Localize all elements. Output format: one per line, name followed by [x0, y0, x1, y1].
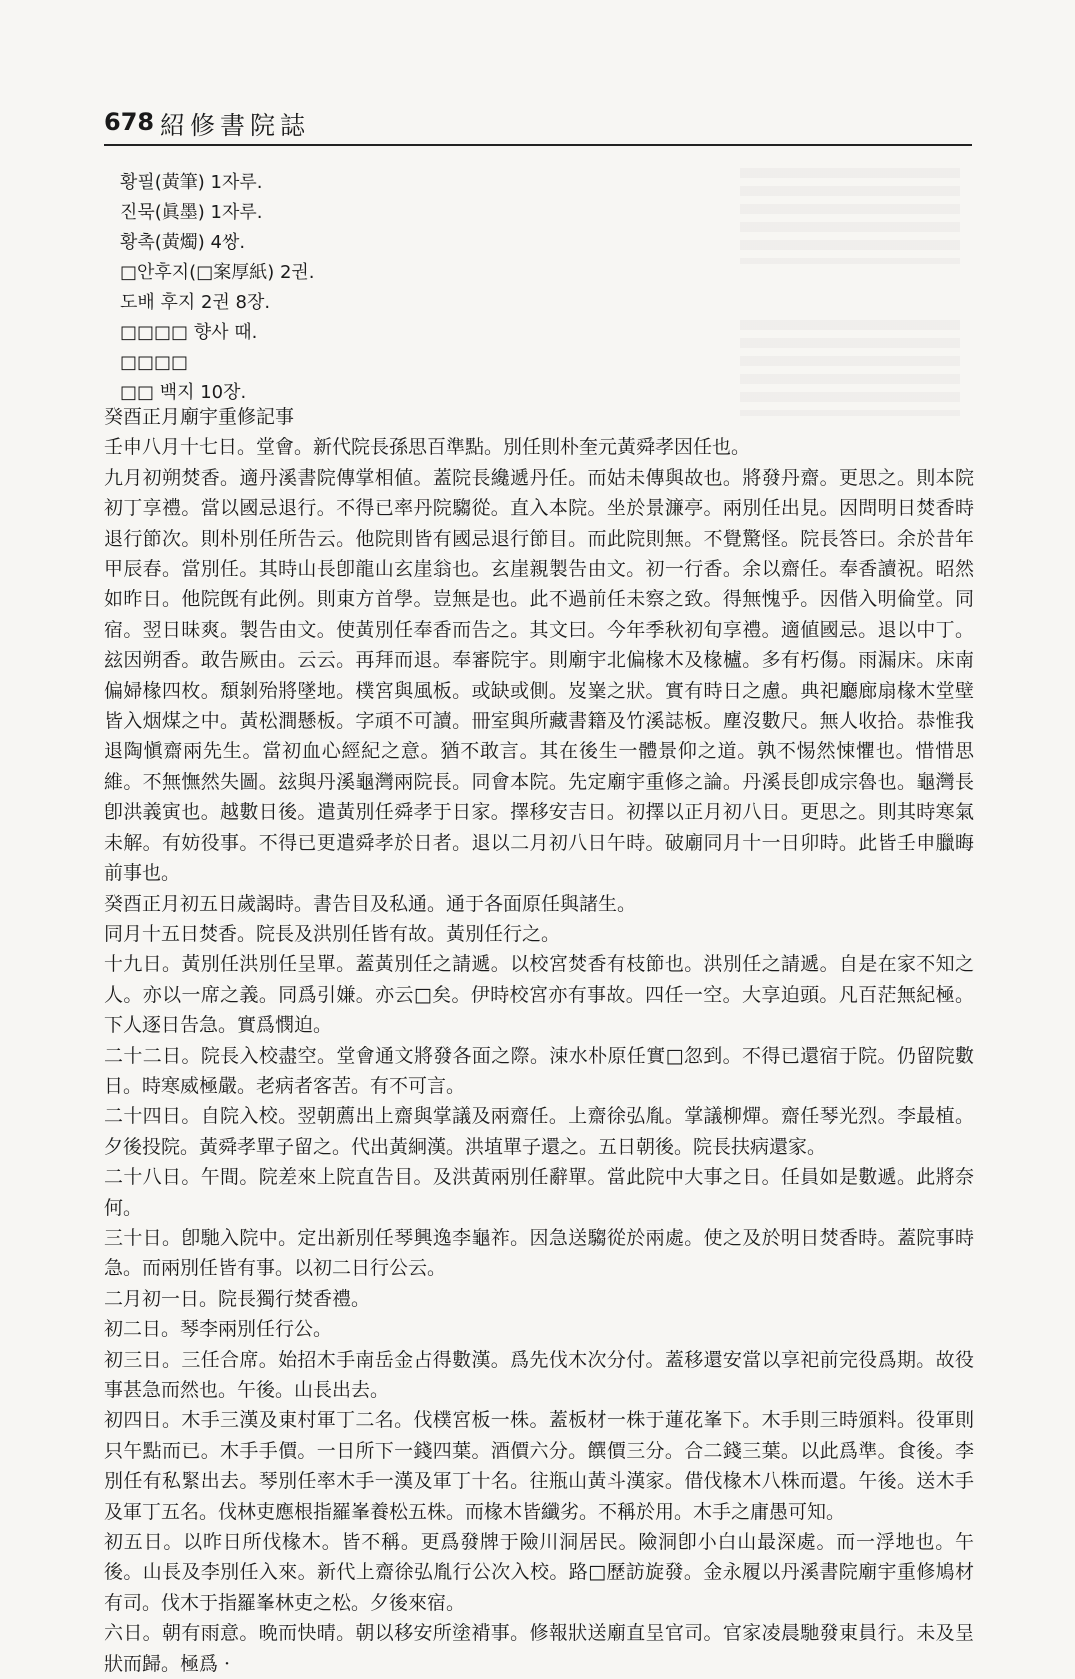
- inventory-item: 황필(黃筆) 1자루.: [120, 172, 263, 193]
- paragraph: 九月初朔焚香。適丹溪書院傳掌相値。蓋院長纔遞丹任。而姑未傳與故也。將發丹齋。更思之。則本院初丁享禮。當以國忌退行。不得已率丹院騶從。直入本院。坐於景濂亭。兩別任出見。因問明日焚香時退行節次。則朴別任所告云。他院則皆有國忌退行節目。而此院則無。不覺驚怪。院長答曰。余於昔年甲辰春。當別任。其時山長卽龍山玄崖翁也。玄崖親製告由文。初一行香。余以齋任。奉香讀祝。昭然如昨日。他院旣有此例。則東方首學。豈無是也。此不過前任未察之致。得無愧乎。因偕入明倫堂。同宿。翌日昧爽。製告由文。使黃別任奉香而告之。其文曰。今年季秋初旬享禮。適値國忌。退以中丁。玆因朔香。敢告厥由。云云。再拜而退。奉審院宇。則廟宇北偏椽木及椽櫨。多有朽傷。雨漏床。床南偏婦椽四枚。頹剝殆將墜地。樸宮與風板。或缺或側。岌嶪之狀。實有時日之慮。典祀廳廊扇椽木堂壁皆入烟煤之中。黃松澗懸板。字頑不可讀。冊室與所藏書籍及竹溪誌板。塵沒數尺。無人收拾。恭惟我退陶愼齋兩先生。當初血心經紀之意。猶不敢言。其在後生一體景仰之道。孰不惕然悚懼也。惜惜思維。不無憮然失圖。玆與丹溪龜灣兩院長。同會本院。先定廟宇重修之論。丹溪長卽成宗魯也。龜灣長卽洪義寅也。越數日後。遣黃別任舜孝于日家。擇移安吉日。初擇以正月初八日。更思之。則其時寒氣未解。有妨役事。不得已更遣舜孝於日者。退以二月初八日午時。破廟同月十一日卯時。此皆壬申臘晦前事也。: [104, 466, 974, 885]
- inventory-item: 도배 후지 2권 8장.: [120, 292, 271, 313]
- inventory-item: 황촉(黃燭) 4쌍.: [120, 232, 246, 253]
- paragraph: 二十八日。午間。院差來上院直告目。及洪黃兩別任辭單。當此院中大事之日。任員如是數遞。此將奈何。: [104, 1166, 974, 1219]
- main-text: [104, 402, 974, 1679]
- paragraph: 二十四日。自院入校。翌朝薦出上齋與掌議及兩齋任。上齋徐弘胤。掌議柳燀。齋任琴光烈。李最植。夕後投院。黃舜孝單子留之。代出黃絅漢。洪埴單子還之。五日朝後。院長扶病還家。: [104, 1105, 974, 1158]
- paragraph: 三十日。卽馳入院中。定出新別任琴興逸李龜祚。因急送騶從於兩處。使之及於明日焚香時。蓋院事時急。而兩別任皆有事。以初二日行公云。: [104, 1226, 974, 1280]
- paragraph: 六日。朝有雨意。晩而快晴。朝以移安所塗褙事。修報狀送廟直呈官司。官家凌晨馳發東員行。未及呈狀而歸。極爲 ·: [104, 1622, 974, 1675]
- paragraph: 癸酉正月初五日歲謁時。書告目及私通。通于各面原任與諸生。: [104, 892, 637, 915]
- inventory-item: □□□□ 향사 때.: [120, 322, 258, 343]
- paragraph: 十九日。黃別任洪別任呈單。蓋黃別任之請遞。以校宮焚香有枝節也。洪別任之請遞。自是在家不知之人。亦以一席之義。同爲引嫌。亦云□矣。伊時校宮亦有事故。四任一空。大享迫頭。凡百茫無紀極。下人逐日告急。實爲憫迫。: [104, 953, 974, 1037]
- section-heading: 癸酉正月廟宇重修記事: [104, 406, 295, 428]
- paragraph: 初五日。以昨日所伐椽木。皆不稱。更爲發牌于險川洞居民。險洞卽小白山最深處。而一浮地也。午後。山長及李別任入來。新代上齋徐弘胤行公次入校。路□歷訪旋發。金永履以丹溪書院廟宇重修鳩材有司。伐木于指羅峯林吏之松。夕後來宿。: [104, 1531, 974, 1614]
- paragraph: 初三日。三任合席。始招木手南岳金占得數漢。爲先伐木次分付。蓋移還安當以享祀前完役爲期。故役事甚急而然也。午後。山長出去。: [104, 1348, 974, 1401]
- inventory-item: □안후지(□案厚紙) 2권.: [120, 262, 315, 283]
- inventory-item: 진묵(眞墨) 1자루.: [120, 202, 263, 223]
- inventory-item: □□□□: [120, 352, 189, 373]
- paragraph: 二十二日。院長入校盡空。堂會通文將發各面之際。涑水朴原任實□忽到。不得已還宿于院。仍留院數日。時寒威極嚴。老病者客苦。有不可言。: [104, 1044, 974, 1097]
- paragraph: 二月初一日。院長獨行焚香禮。: [104, 1287, 371, 1310]
- page-header: [104, 104, 972, 146]
- page-number: 678: [104, 108, 155, 136]
- paragraph: 壬申八月十七日。堂會。新代院長孫思百準點。別任則朴奎元黃舜孝因任也。: [104, 436, 751, 459]
- paragraph: 初四日。木手三漢及東村軍丁二名。伐樸宮板一株。蓋板材一株于蓮花峯下。木手則三時頒料。役軍則只午點而已。木手手價。一日所下一錢四葉。酒價六分。饌價三分。合二錢三葉。以此爲準。食後。李別任有私緊出去。琴別任率木手一漢及軍丁十名。往瓶山黃斗漢家。借伐椽木八株而還。午後。送木手及軍丁五名。伐林吏應根指羅峯養松五株。而椽木皆纖劣。不稱於用。木手之庸愚可知。: [104, 1409, 974, 1523]
- paragraph: 初二日。琴李兩別任行公。: [104, 1318, 333, 1341]
- bleed-through-top: [740, 168, 960, 264]
- book-title: 紹修書院誌: [160, 111, 311, 140]
- paragraph: 同月十五日焚香。院長及洪別任皆有故。黃別任行之。: [104, 922, 561, 945]
- inventory-item: □□ 백지 10장.: [120, 382, 247, 403]
- inventory-list: [120, 168, 420, 408]
